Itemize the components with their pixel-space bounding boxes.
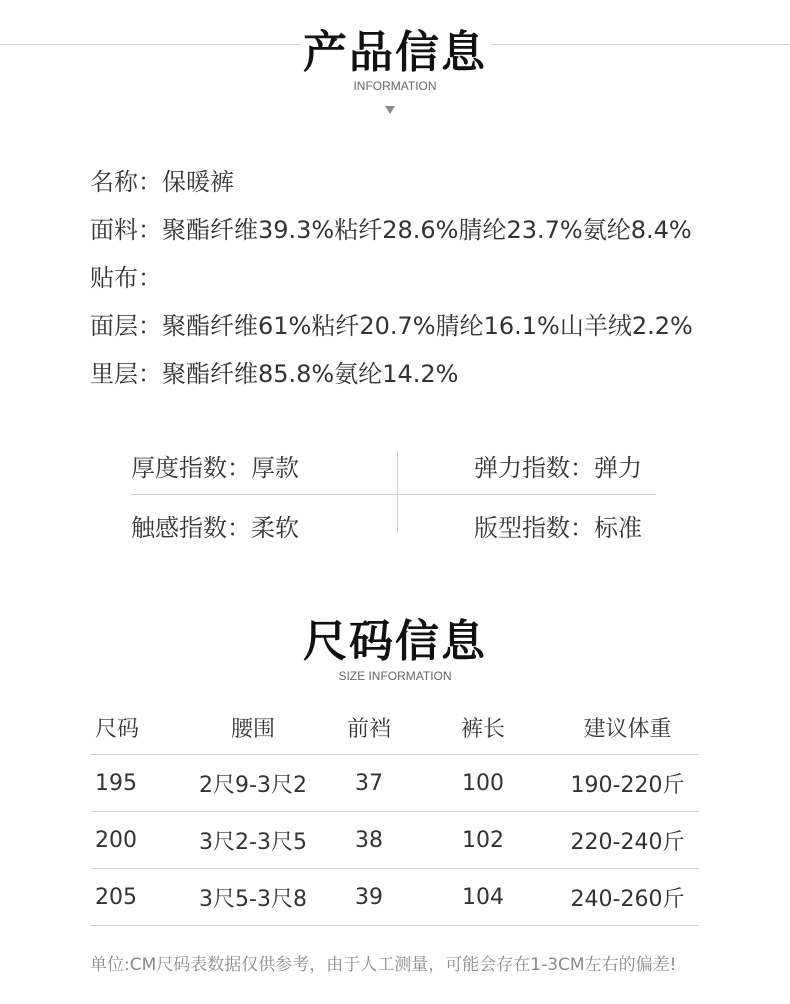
size-section-title: 尺码信息 (303, 616, 487, 667)
info-outer-layer: 面层：聚酯纤维61%粘纤20.7%腈纶16.1%山羊绒2.2% (90, 312, 693, 340)
index-fit: 版型指数：标准 (474, 514, 642, 542)
table-row (91, 812, 699, 869)
index-vertical-divider (397, 451, 398, 533)
cell-size: 195 (91, 755, 178, 812)
index-feel: 触感指数：柔软 (131, 514, 299, 542)
cell-length: 102 (410, 812, 556, 869)
cell-length: 104 (410, 869, 556, 926)
cell-front-rise: 39 (328, 869, 410, 926)
cell-weight: 190-220斤 (556, 755, 699, 812)
cell-waist: 3尺2-3尺5 (178, 812, 328, 869)
measurement-note: 单位:CM尺码表数据仅供参考，由于人工测量，可能会存在1-3CM左右的偏差! (90, 955, 677, 975)
table-row (91, 755, 699, 812)
index-horizontal-divider (131, 494, 656, 495)
info-name: 名称：保暖裤 (90, 168, 234, 196)
header-length: 裤长 (410, 700, 556, 755)
size-table (91, 700, 699, 926)
info-patch: 贴布： (90, 264, 162, 292)
product-section-subtitle: INFORMATION (353, 79, 437, 93)
header-front-rise: 前裆 (328, 700, 410, 755)
info-inner-layer: 里层：聚酯纤维85.8%氨纶14.2% (90, 360, 459, 388)
cell-size: 205 (91, 869, 178, 926)
header-size: 尺码 (91, 700, 178, 755)
size-section-subtitle: SIZE INFORMATION (338, 669, 452, 683)
header-waist: 腰围 (178, 700, 328, 755)
index-thickness: 厚度指数：厚款 (131, 454, 299, 482)
cell-front-rise: 38 (328, 812, 410, 869)
cell-waist: 3尺5-3尺8 (178, 869, 328, 926)
cell-length: 100 (410, 755, 556, 812)
cell-waist: 2尺9-3尺2 (178, 755, 328, 812)
cell-weight: 220-240斤 (556, 812, 699, 869)
info-fabric: 面料：聚酯纤维39.3%粘纤28.6%腈纶23.7%氨纶8.4% (90, 216, 692, 244)
index-elasticity: 弹力指数：弹力 (474, 454, 642, 482)
cell-size: 200 (91, 812, 178, 869)
table-header-row (91, 700, 699, 755)
cell-front-rise: 37 (328, 755, 410, 812)
header-weight: 建议体重 (556, 700, 699, 755)
table-row (91, 869, 699, 926)
triangle-down-icon (385, 106, 395, 114)
product-section-title: 产品信息 (303, 27, 487, 78)
cell-weight: 240-260斤 (556, 869, 699, 926)
